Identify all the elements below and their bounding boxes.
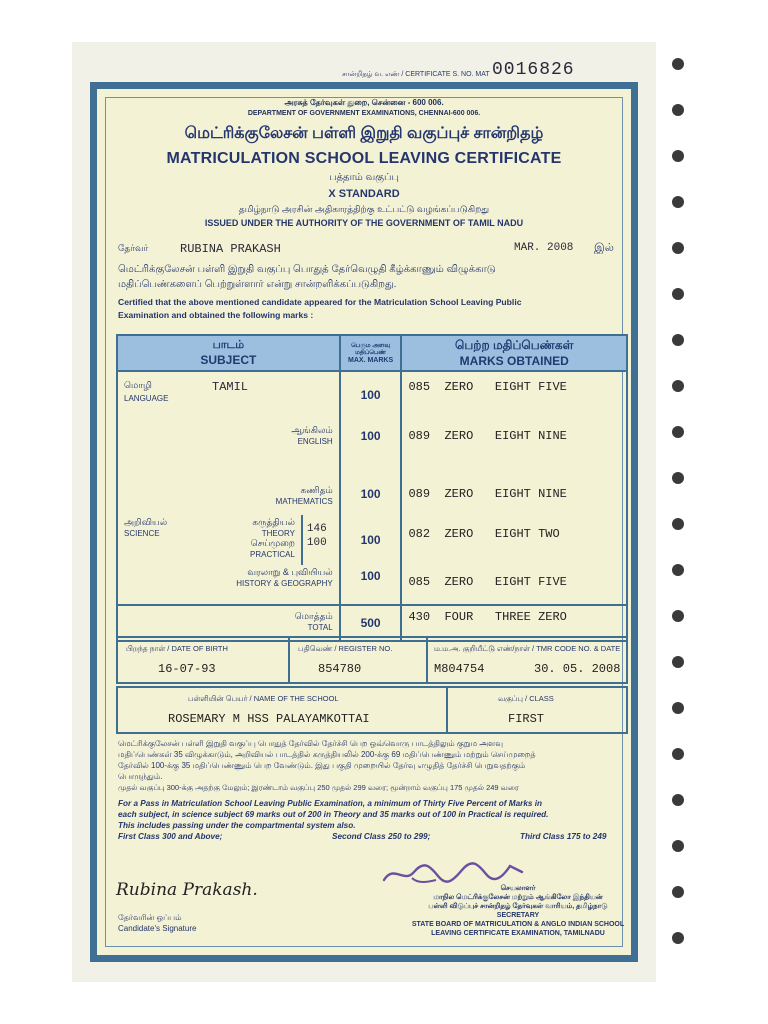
- class-label: வகுப்பு / CLASS: [498, 694, 554, 703]
- pass-rule-tamil: [118, 738, 630, 793]
- subject-header-tamil: பாடம்: [212, 339, 245, 351]
- marks-obtained-header-english: MARKS OBTAINED: [459, 354, 569, 368]
- tmr-label: ம.ம.அ. குறியீட்டு எண்/நாள் / TMR CODE NO. & DATE: [434, 644, 621, 653]
- marks-table: [116, 334, 628, 642]
- certificate-number-label: சான்றிதழ் வ. எண் / CERTIFICATE S. NO. MAT: [342, 71, 490, 78]
- subject-english: LANGUAGE: [124, 394, 169, 403]
- subject-header-english: SUBJECT: [200, 353, 257, 367]
- perforation-hole-icon: [672, 426, 684, 438]
- table-row: [117, 465, 627, 515]
- secretary-english-line: STATE BOARD OF MATRICULATION & ANGLO INDIAN SCHOOL: [411, 921, 625, 928]
- perforation-hole-icon: [672, 932, 684, 944]
- theory-tamil: கருத்தியல்: [252, 517, 295, 527]
- perforation-hole-icon: [672, 702, 684, 714]
- perforation-hole-icon: [672, 886, 684, 898]
- table-row: [117, 371, 627, 415]
- candidate-signature: Rubina Prakash.: [116, 880, 258, 900]
- marks-obtained-cell: 089 ZERO EIGHT NINE: [401, 465, 627, 515]
- subject-english: ENGLISH: [297, 437, 333, 446]
- certification-tamil-line: மதிப்பெண்களைப் பெற்றுள்ளார் என்று சான்றளிக்கப்படுகிறது.: [118, 279, 397, 290]
- certification-tamil-line: மெட்ரிக்குலேசன் பள்ளி இறுதி வகுப்பு பொதுத் தேர்வெழுதி கீழ்க்காணும் விழுக்காடு: [118, 264, 496, 275]
- subject-tamil: ஆங்கிலம்: [291, 425, 333, 435]
- marks-obtained-cell: 085 ZERO EIGHT FIVE: [401, 371, 627, 415]
- theory-english: THEORY: [261, 529, 295, 538]
- first-class-rule: First Class 300 and Above;: [118, 832, 223, 841]
- school-box: [116, 686, 628, 734]
- practical-submark: 100: [306, 537, 327, 549]
- dept-tamil: அரசுத் தேர்வுகள் துறை, சென்னை - 600 006.: [284, 98, 444, 107]
- pass-rule-tamil-line: தேர்வில் 100-க்கு 35 மதிப்பெண்ணும் பெற வேண்டும். இது பகுதி முறையில் தேர்வு எழுதித் தேர்ச்சி பெறுவதற்கும்: [118, 761, 526, 770]
- perforation-hole-icon: [672, 748, 684, 760]
- subject-english: HISTORY & GEOGRAPHY: [236, 579, 333, 588]
- max-marks-cell: 100: [340, 415, 402, 465]
- issued-tamil: தமிழ்நாடு அரசின் அதிகாரத்திற்கு உட்பட்டு வழங்கப்படுகிறது: [238, 204, 490, 214]
- pass-rule-english: [118, 798, 630, 842]
- subject-cell: [117, 371, 340, 415]
- subject-cell: [117, 415, 340, 465]
- secretary-tamil-line: மாநில மெட்ரிக்குலேசன் மற்றும் ஆங்கிலோ இந்தியன்: [433, 894, 603, 901]
- class-rule-tamil: முதல் வகுப்பு 300-க்கு அதற்கு மேலும்; இரண்டாம் வகுப்பு 250 முதல் 299 வரை; மூன்றாம் வகுப்பு 175 முதல் 249 வரை: [118, 783, 519, 792]
- table-row: [117, 565, 627, 605]
- table-row: [117, 415, 627, 465]
- subject-tamil: வரலாறு & புவியியல்: [247, 567, 333, 577]
- second-class-rule: Second Class 250 to 299;: [332, 832, 431, 841]
- perforation-hole-icon: [672, 58, 684, 70]
- max-marks-cell: 100: [340, 465, 402, 515]
- certification-english: [118, 296, 630, 322]
- perforation-hole-icon: [672, 518, 684, 530]
- class-rule-english: [118, 831, 630, 842]
- pass-rule-english-line: each subject, in science subject 69 marks out of 200 in Theory and 35 marks out of 100 in Practical is required.: [118, 810, 549, 819]
- marks-table-header: [117, 335, 627, 371]
- science-group-english: SCIENCE: [124, 529, 160, 538]
- max-marks-header: [340, 335, 402, 371]
- certification-tamil: [118, 262, 628, 292]
- session-suffix: இல்: [594, 242, 614, 254]
- perforation-hole-icon: [672, 380, 684, 392]
- tmr-date: 30. 05. 2008: [534, 662, 621, 676]
- marks-obtained-header: [401, 335, 627, 371]
- marks-obtained-cell: 085 ZERO EIGHT FIVE: [401, 565, 627, 605]
- max-marks-cell: 100: [340, 371, 402, 415]
- subject-english: MATHEMATICS: [275, 497, 333, 506]
- third-class-rule: Third Class 175 to 249: [520, 832, 607, 841]
- marks-obtained-cell: 089 ZERO EIGHT NINE: [401, 415, 627, 465]
- marks-obtained-cell: 082 ZERO EIGHT TWO: [401, 515, 627, 565]
- science-group-tamil: அறிவியல்: [124, 517, 168, 527]
- secretary-block: [400, 884, 636, 938]
- perforation-hole-icon: [672, 794, 684, 806]
- total-english: TOTAL: [307, 623, 333, 632]
- secretary-english-line: LEAVING CERTIFICATE EXAMINATION, TAMILNADU: [431, 930, 605, 937]
- perforation-hole-icon: [672, 564, 684, 576]
- candidate-row: [118, 238, 628, 260]
- perforation-hole-icon: [672, 610, 684, 622]
- total-max-cell: 500: [340, 605, 402, 641]
- dob-value: 16-07-93: [158, 662, 216, 676]
- perforation-hole-icon: [672, 656, 684, 668]
- max-marks-header-tamil: பெரும அளவு மதிப்பெண்: [351, 342, 391, 356]
- perforation-hole-icon: [672, 196, 684, 208]
- class-value: FIRST: [508, 712, 545, 726]
- marks-obtained-header-tamil: பெற்ற மதிப்பெண்கள்: [455, 338, 574, 352]
- pass-rule-tamil-line: பொருந்தும்.: [118, 772, 163, 781]
- total-tamil: மொத்தம்: [294, 611, 333, 621]
- exam-session: MAR. 2008: [514, 242, 574, 254]
- standard-tamil: பத்தாம் வகுப்பு: [329, 172, 399, 183]
- subject-cell: [117, 565, 340, 605]
- candidate-signature-english: Candidate's Signature: [118, 924, 197, 933]
- science-submarks-cell: [302, 515, 340, 565]
- register-label: பதிவெண் / REGISTER NO.: [298, 644, 393, 653]
- title-english: MATRICULATION SCHOOL LEAVING CERTIFICATE: [166, 150, 562, 167]
- subject-header: [117, 335, 340, 371]
- practical-english: PRACTICAL: [250, 550, 295, 559]
- certificate-number-row: [330, 60, 640, 84]
- perforation-hole-icon: [672, 150, 684, 162]
- register-value: 854780: [318, 662, 362, 676]
- secretary-tamil-line: செயலாளர்: [500, 885, 536, 892]
- school-label: பள்ளியின் பெயர் / NAME OF THE SCHOOL: [188, 694, 339, 703]
- certification-english-line: Examination and obtained the following marks :: [118, 310, 314, 320]
- max-marks-cell: 100: [340, 565, 402, 605]
- subject-tamil: மொழி: [124, 380, 152, 390]
- max-marks-header-english: MAX. MARKS: [348, 356, 394, 364]
- perforation-hole-icon: [672, 472, 684, 484]
- total-marks-cell: 430 FOUR THREE ZERO: [401, 605, 627, 641]
- science-subparts: [250, 517, 295, 559]
- standard-english: X STANDARD: [328, 188, 400, 200]
- perforation-holes: [672, 58, 686, 978]
- subject-cell: [117, 465, 340, 515]
- theory-submark: 146: [306, 523, 327, 535]
- max-marks-cell: 100: [340, 515, 402, 565]
- pass-rule-tamil-line: மெட்ரிக்குலேசன் பள்ளி இறுதி வகுப்பு பொதுத் தேர்வில் தேர்ச்சி பெற ஒவ்வொரு பாடத்திலும் குறும அளவு: [118, 739, 504, 748]
- certificate-number: 0016826: [492, 60, 575, 80]
- perforation-hole-icon: [672, 104, 684, 116]
- school-divider: [446, 688, 448, 732]
- school-value: ROSEMARY M HSS PALAYAMKOTTAI: [168, 712, 370, 726]
- candidate-label: தேர்வர்: [118, 243, 149, 253]
- perforation-hole-icon: [672, 288, 684, 300]
- title-tamil: மெட்ரிக்குலேசன் பள்ளி இறுதி வகுப்புச் சான்றிதழ்: [184, 125, 544, 142]
- pass-rule-tamil-line: மதிப்பெண்கள் 35 விழுக்காடும், அறிவியல் பாடத்தில் கருத்தியலில் 200-க்கு 69 மதிப்பெண்ணும் மற்றும் செய்முறைத்: [118, 750, 536, 759]
- details-box: [116, 636, 628, 684]
- pass-rule-english-line: For a Pass in Matriculation School Leaving Public Examination, a minimum of Thirty Five Percent of Marks in: [118, 799, 543, 808]
- subject-tamil: கணிதம்: [300, 485, 333, 495]
- table-row: [117, 515, 627, 565]
- perforation-hole-icon: [672, 840, 684, 852]
- perforation-hole-icon: [672, 242, 684, 254]
- details-divider: [288, 638, 290, 682]
- details-divider: [426, 638, 428, 682]
- candidate-signature-caption: [118, 912, 196, 934]
- subject-cell: [117, 515, 302, 565]
- pass-rule-english-line: This includes passing under the compartmental system also.: [118, 821, 356, 830]
- perforation-hole-icon: [672, 334, 684, 346]
- secretary-english-line: SECRETARY: [496, 912, 540, 919]
- tmr-code: M804754: [434, 662, 485, 676]
- secretary-tamil-line: பள்ளி விடுப்புச் சான்றிதழ் தேர்வுகள் வாரியம், தமிழ்நாடு: [428, 903, 608, 910]
- dob-label: பிறந்த நாள் / DATE OF BIRTH: [126, 644, 228, 653]
- issued-english: ISSUED UNDER THE AUTHORITY OF THE GOVERNMENT OF TAMIL NADU: [204, 218, 524, 228]
- certification-english-line: Certified that the above mentioned candidate appeared for the Matriculation School Leaving Public: [118, 297, 522, 307]
- language-value: TAMIL: [212, 380, 249, 394]
- practical-tamil: செய்முறை: [250, 538, 295, 548]
- dept-english: DEPARTMENT OF GOVERNMENT EXAMINATIONS, CHENNAI-600 006.: [247, 110, 481, 117]
- candidate-name: RUBINA PRAKASH: [180, 242, 281, 256]
- candidate-signature-tamil: தேர்வரின் ஒப்பம்: [118, 913, 182, 922]
